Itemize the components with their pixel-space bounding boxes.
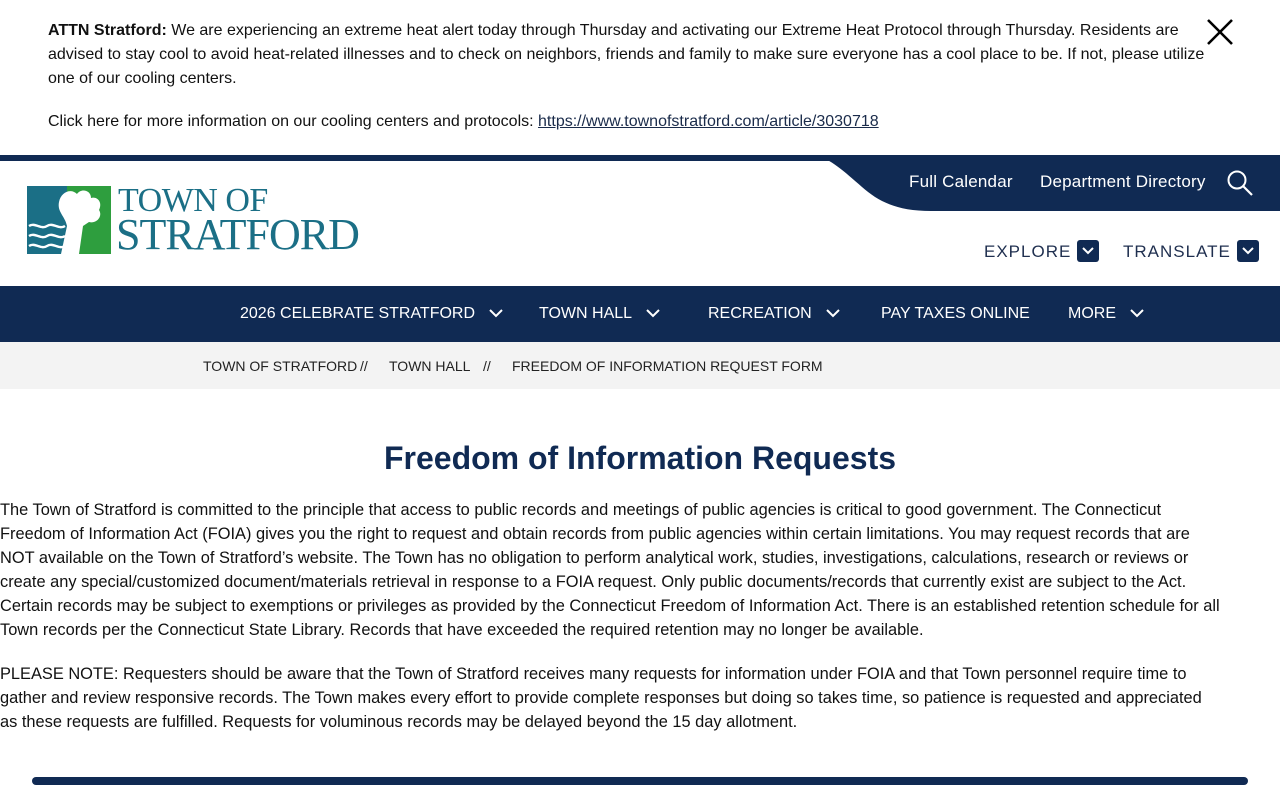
breadcrumb-town-hall[interactable]: TOWN HALL [389, 358, 471, 374]
explore-dropdown[interactable] [984, 240, 1099, 264]
breadcrumb-separator: // [360, 358, 368, 374]
alert-body: We are experiencing an extreme heat alert today through Thursday and activating our Extreme Heat Protocol through Thursday. Residents are advised to stay cool to avoid heat-related illnesses and to check on neighbors, friends and family to make sure everyone has a cool place to be. If not, please utilize one of our cooling centers. [48, 22, 1205, 87]
alert-info-line [48, 110, 879, 134]
section-divider [32, 777, 1248, 785]
nav-item-celebrate-stratford[interactable] [240, 286, 503, 342]
town-logo[interactable] [27, 183, 357, 259]
logo-emblem-icon [27, 186, 113, 258]
page-title: Freedom of Information Requests [383, 440, 897, 476]
chevron-down-icon [1077, 240, 1099, 262]
nav-item-label: PAY TAXES ONLINE [881, 305, 1030, 322]
close-icon[interactable] [1202, 14, 1238, 50]
department-directory-link[interactable]: Department Directory [1040, 172, 1206, 191]
chevron-down-icon [1237, 240, 1259, 262]
alert-lead: ATTN Stratford: [48, 22, 167, 39]
nav-item-label: 2026 CELEBRATE STRATFORD [240, 305, 476, 322]
nav-item-pay-taxes-online[interactable] [881, 286, 1030, 342]
nav-item-label: MORE [1068, 305, 1116, 322]
nav-item-town-hall[interactable] [539, 286, 660, 342]
alert-info-link[interactable]: https://www.townofstratford.com/article/3030718 [538, 113, 879, 130]
alert-banner [0, 0, 1280, 155]
logo-line2: STRATFORD [116, 210, 359, 259]
note-paragraph [0, 662, 1280, 734]
nav-item-more[interactable] [1068, 286, 1144, 342]
breadcrumb-separator: // [483, 358, 491, 374]
chevron-down-icon [826, 308, 840, 318]
intro-line: The Town of Stratford is committed to the principle that access to public records and meetings of public agencies is critical to good government. The Connecticut [0, 501, 1161, 519]
nav-item-label: TOWN HALL [539, 305, 633, 322]
logo-line1: TOWN OF [118, 182, 268, 219]
nav-item-label: RECREATION [708, 305, 812, 322]
breadcrumb-town-of-stratford[interactable]: TOWN OF STRATFORD [203, 358, 358, 374]
intro-paragraph [0, 498, 1280, 642]
alert-info-text: Click here for more information on our cooling centers and protocols: [48, 113, 534, 130]
nav-item-recreation[interactable] [708, 286, 840, 342]
intro-line: Certain records may be subject to exemptions or privileges as provided by the Connecticut Freedom of Information Act. There is an established retention schedule for all [0, 597, 1220, 615]
translate-label: TRANSLATE [1123, 242, 1231, 261]
alert-message [48, 19, 1218, 91]
intro-line: NOT available on the Town of Stratford’s website. The Town has no obligation to perform analytical work, studies, investigations, calculations, research or reviews or [0, 549, 1189, 567]
note-line: as these requests are fulfilled. Requests for voluminous records may be delayed beyond the 15 day allotment. [0, 713, 798, 731]
chevron-down-icon [489, 308, 503, 318]
intro-line: Freedom of Information Act (FOIA) gives you the right to request and obtain records from public agencies within certain limitations. You may request records that are [0, 525, 1190, 543]
chevron-down-icon [1130, 308, 1144, 318]
explore-label: EXPLORE [984, 242, 1072, 261]
breadcrumb [0, 342, 1280, 389]
intro-line: Town records per the Connecticut State Library. Records that have exceeded the required retention may no longer be available. [0, 621, 924, 639]
breadcrumb-current-page: FREEDOM OF INFORMATION REQUEST FORM [512, 358, 823, 374]
full-calendar-link[interactable]: Full Calendar [909, 172, 1013, 191]
search-icon[interactable] [1226, 169, 1254, 197]
note-line: PLEASE NOTE: Requesters should be aware that the Town of Stratford receives many requests for information under FOIA and that Town personnel require time to [0, 665, 1187, 683]
note-line: gather and review responsive records. The Town makes every effort to provide complete responses but doing so takes time, so patience is requested and appreciated [0, 689, 1202, 707]
intro-line: create any special/customized document/materials retrieval in response to a FOIA request. Only public documents/records that currently exist are subject to the Act. [0, 573, 1187, 591]
main-nav [0, 286, 1280, 342]
chevron-down-icon [646, 308, 660, 318]
translate-dropdown[interactable] [1123, 240, 1259, 264]
